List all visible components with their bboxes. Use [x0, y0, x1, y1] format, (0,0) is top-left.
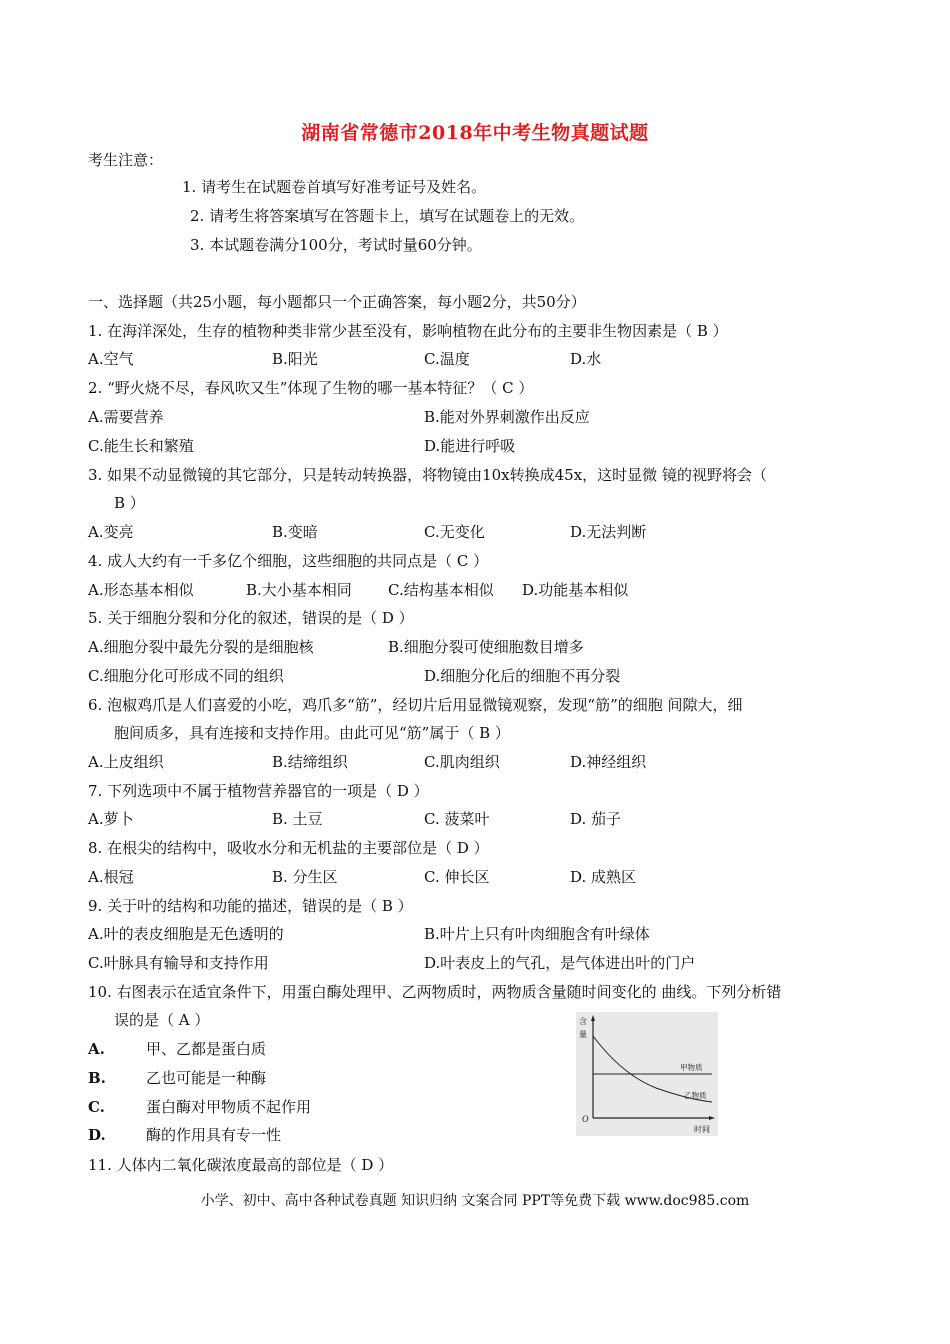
- option: D. 成熟区: [570, 868, 637, 886]
- option-letter: A.: [88, 1040, 105, 1058]
- option: C.肌肉组织: [424, 753, 500, 771]
- y-axis-label-bottom: 量: [579, 1030, 587, 1039]
- option: D.无法判断: [570, 523, 647, 541]
- question-stem: 3. 如果不动显微镜的其它部分，只是转动转换器，将物镜由10x转换成45x，这时显微 镜的视野将会（: [88, 466, 767, 484]
- question-stem: 10. 右图表示在适宜条件下，用蛋白酶处理甲、乙两物质时，两物质含量随时间变化的 曲线。下列分析错: [88, 983, 782, 1001]
- origin-label: O: [582, 1114, 589, 1124]
- option: B.变暗: [272, 523, 318, 541]
- option: D.叶表皮上的气孔，是气体进出叶的门户: [424, 954, 696, 972]
- notice-item: 3. 本试题卷满分100分，考试时量60分钟。: [190, 236, 482, 254]
- question-stem: 5. 关于细胞分裂和分化的叙述，错误的是（ D ）: [88, 609, 414, 627]
- option: D.神经组织: [570, 753, 647, 771]
- page-title: 湖南省常德市2018年中考生物真题试题: [301, 122, 649, 144]
- option: A.细胞分裂中最先分裂的是细胞核: [88, 638, 314, 656]
- option-letter: D.: [88, 1126, 106, 1144]
- series-2-label: 乙物质: [684, 1091, 707, 1100]
- question-stem: 11. 人体内二氧化碳浓度最高的部位是（ D ）: [88, 1156, 394, 1174]
- series-1-label: 甲物质: [680, 1063, 703, 1072]
- content-time-figure: [576, 1012, 718, 1136]
- question-stem: 4. 成人大约有一千多亿个细胞，这些细胞的共同点是（ C ）: [88, 552, 489, 570]
- question-stem: 8. 在根尖的结构中，吸收水分和无机盐的主要部位是（ D ）: [88, 839, 489, 857]
- option: A.空气: [88, 350, 134, 368]
- option: A.萝卜: [88, 810, 134, 828]
- option: D. 茄子: [570, 810, 622, 828]
- option: B.能对外界刺激作出反应: [424, 408, 590, 426]
- option: B.阳光: [272, 350, 318, 368]
- option: B.叶片上只有叶肉细胞含有叶绿体: [424, 925, 650, 943]
- question-stem: 7. 下列选项中不属于植物营养器官的一项是（ D ）: [88, 782, 429, 800]
- option: D.能进行呼吸: [424, 437, 516, 455]
- option: 甲、乙都是蛋白质: [146, 1040, 267, 1058]
- option: D.细胞分化后的细胞不再分裂: [424, 667, 621, 685]
- question-stem-cont: 胞间质多，具有连接和支持作用。由此可见“筋”属于（ B ）: [114, 724, 510, 742]
- option: B.大小基本相同: [246, 581, 352, 599]
- option: B. 分生区: [272, 868, 338, 886]
- option-letter: C.: [88, 1098, 105, 1116]
- option-letter: B.: [88, 1069, 106, 1087]
- section-heading: 一、选择题（共25小题，每小题都只一个正确答案，每小题2分，共50分）: [88, 293, 586, 311]
- option: 酶的作用具有专一性: [146, 1126, 282, 1144]
- option: C.细胞分化可形成不同的组织: [88, 667, 284, 685]
- question-stem: 6. 泡椒鸡爪是人们喜爱的小吃，鸡爪多“筋”，经切片后用显微镜观察，发现“筋”的细胞 间隙大，细: [88, 696, 743, 714]
- y-axis-label-top: 含: [579, 1017, 587, 1026]
- page-footer: 小学、初中、高中各种试卷真题 知识归纳 文案合同 PPT等免费下载 www.doc985.com: [200, 1193, 750, 1209]
- option: B.细胞分裂可使细胞数目增多: [388, 638, 584, 656]
- y-axis-arrow: [591, 1015, 595, 1021]
- option: C.结构基本相似: [388, 581, 494, 599]
- option: C.叶脉具有输导和支持作用: [88, 954, 269, 972]
- option: C.温度: [424, 350, 470, 368]
- question-stem: 1. 在海洋深处，生存的植物种类非常少甚至没有，影响植物在此分布的主要非生物因素是（ B ）: [88, 322, 728, 340]
- option: 乙也可能是一种酶: [146, 1069, 267, 1087]
- option: A.形态基本相似: [88, 581, 194, 599]
- option: C. 菠菜叶: [424, 810, 490, 828]
- option: C.能生长和繁殖: [88, 437, 194, 455]
- option: B.结缔组织: [272, 753, 348, 771]
- notice-item: 1. 请考生在试题卷首填写好准考证号及姓名。: [182, 178, 487, 196]
- x-axis-label: 时间: [694, 1125, 710, 1134]
- option: A.叶的表皮细胞是无色透明的: [88, 925, 284, 943]
- option: A.根冠: [88, 868, 134, 886]
- notice-item: 2. 请考生将答案填写在答题卡上，填写在试题卷上的无效。: [190, 207, 585, 225]
- figure-svg: [576, 1012, 718, 1136]
- option: B. 土豆: [272, 810, 323, 828]
- question-stem-cont: 误的是（ A ）: [114, 1011, 210, 1029]
- option: A.上皮组织: [88, 753, 164, 771]
- option: D.水: [570, 350, 602, 368]
- option: 蛋白酶对甲物质不起作用: [146, 1098, 312, 1116]
- option: A.变亮: [88, 523, 134, 541]
- option: C. 伸长区: [424, 868, 490, 886]
- notice-heading: 考生注意：: [88, 151, 164, 169]
- question-stem: 9. 关于叶的结构和功能的描述，错误的是（ B ）: [88, 897, 413, 915]
- option: C.无变化: [424, 523, 485, 541]
- option: A.需要营养: [88, 408, 164, 426]
- question-stem-cont: B ）: [114, 494, 145, 512]
- option: D.功能基本相似: [522, 581, 629, 599]
- x-axis-arrow: [709, 1116, 715, 1120]
- question-stem: 2. “野火烧不尽，春风吹又生”体现了生物的哪一基本特征？（ C ）: [88, 379, 534, 397]
